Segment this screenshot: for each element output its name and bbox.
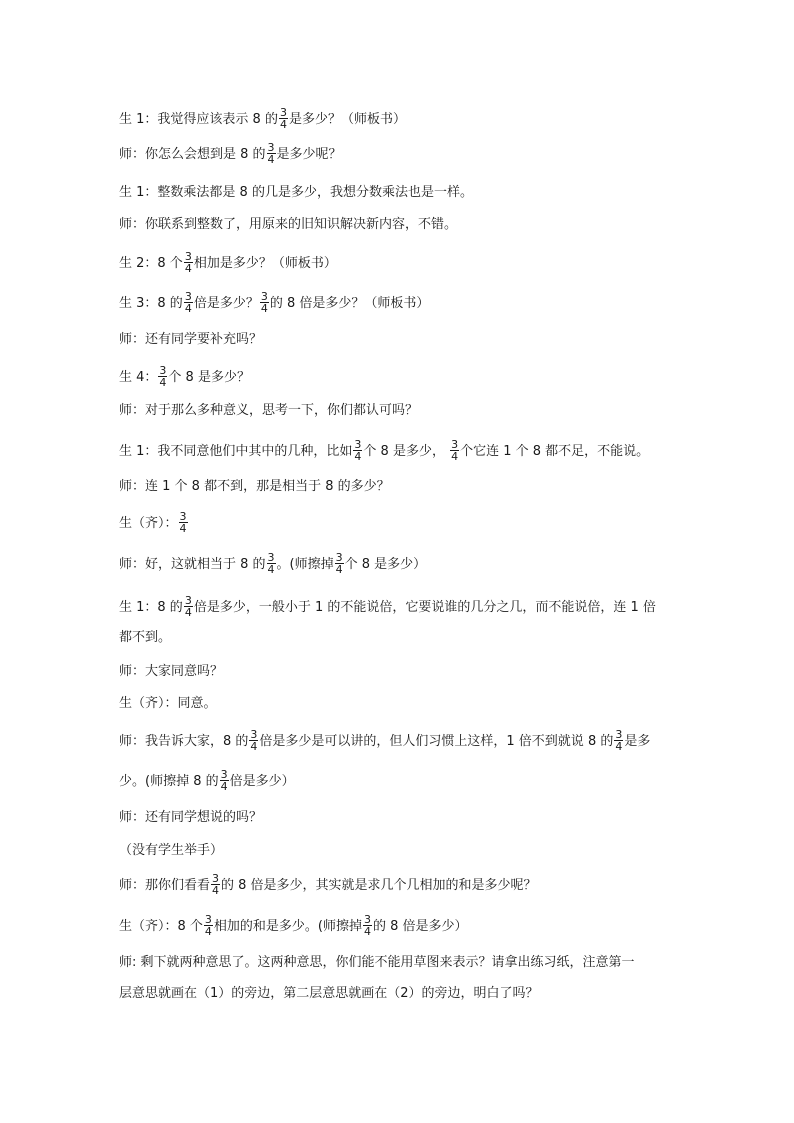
fraction-numerator: 3 — [184, 290, 192, 303]
text-segment: 生（齐）：同意。 — [119, 696, 217, 711]
text-segment: 的 8 倍是多少） — [372, 919, 468, 934]
fraction-denominator: 4 — [335, 563, 343, 576]
fraction-denominator: 4 — [354, 450, 362, 463]
fraction-three-quarters — [260, 291, 269, 314]
fraction-denominator: 4 — [260, 302, 268, 315]
fraction-three-quarters — [450, 439, 459, 462]
text-segment: 是多 — [624, 734, 651, 749]
fraction-three-quarters — [184, 291, 193, 314]
text-line — [119, 694, 679, 714]
fraction-three-quarters — [184, 595, 193, 618]
fraction-numerator: 3 — [451, 438, 459, 451]
fraction-numerator: 3 — [184, 250, 192, 263]
text-line — [119, 364, 679, 389]
text-line — [119, 141, 679, 166]
text-line — [119, 510, 679, 535]
fraction-denominator: 4 — [267, 563, 275, 576]
fraction-denominator: 4 — [184, 262, 192, 275]
text-line — [119, 953, 679, 973]
text-segment: 师：那你们看看 — [119, 878, 211, 893]
text-segment: 生 4： — [119, 370, 158, 385]
text-line — [119, 215, 679, 235]
text-segment: 师：还有同学想说的吗？ — [119, 810, 263, 825]
text-segment: 师：对于那么多种意义，思考一下，你们都认可吗？ — [119, 403, 419, 418]
fraction-numerator: 3 — [354, 438, 362, 451]
text-segment: 个 8 是多少？ — [168, 370, 250, 385]
text-line — [119, 183, 679, 203]
text-segment: 师: 剩下就两种意思了。这两种意思，你们能不能用草图来表示？请拿出练习纸，注意第一 — [119, 955, 635, 970]
fraction-three-quarters — [184, 251, 193, 274]
fraction-numerator: 3 — [267, 141, 275, 154]
fraction-numerator: 3 — [260, 290, 268, 303]
text-segment: 相加是多少？（师板书） — [193, 256, 337, 271]
text-line — [119, 401, 679, 421]
text-segment: 少。(师擦掉 8 的 — [119, 774, 219, 789]
text-segment: 生 1：我觉得应该表示 8 的 — [119, 112, 278, 127]
text-segment: 生 2：8 个 — [119, 256, 183, 271]
text-line — [119, 594, 679, 619]
fraction-three-quarters — [614, 729, 623, 752]
fraction-numerator: 3 — [267, 551, 275, 564]
fraction-denominator: 4 — [179, 522, 187, 535]
fraction-three-quarters — [279, 107, 288, 130]
text-segment: 个它连 1 个 8 都不足，不能说。 — [460, 444, 650, 459]
text-line — [119, 628, 679, 648]
fraction-three-quarters — [220, 769, 229, 792]
text-line — [119, 768, 679, 793]
text-line — [119, 662, 679, 682]
fraction-denominator: 4 — [159, 376, 167, 389]
fraction-denominator: 4 — [184, 302, 192, 315]
text-line — [119, 477, 679, 497]
text-line — [119, 438, 679, 463]
fraction-numerator: 3 — [212, 872, 220, 885]
fraction-numerator: 3 — [204, 913, 212, 926]
text-segment: 。(师擦掉 — [276, 557, 334, 572]
fraction-numerator: 3 — [220, 768, 228, 781]
text-segment: 的 8 倍是多少，其实就是求几个几相加的和是多少呢？ — [221, 878, 537, 893]
text-segment: 生 3：8 的 — [119, 296, 183, 311]
fraction-numerator: 3 — [250, 728, 258, 741]
text-segment: 的 8 倍是多少？（师板书） — [269, 296, 430, 311]
fraction-denominator: 4 — [279, 118, 287, 131]
fraction-three-quarters — [204, 914, 213, 937]
fraction-three-quarters — [335, 552, 344, 575]
text-segment: 生 1：整数乘法都是 8 的几是多少，我想分数乘法也是一样。 — [119, 185, 473, 200]
text-line — [119, 872, 679, 897]
text-line — [119, 841, 679, 861]
fraction-three-quarters — [353, 439, 362, 462]
fraction-three-quarters — [211, 873, 220, 896]
text-line — [119, 913, 679, 938]
fraction-denominator: 4 — [212, 884, 220, 897]
text-segment: 师：你联系到整数了，用原来的旧知识解决新内容，不错。 — [119, 217, 458, 232]
fraction-numerator: 3 — [279, 106, 287, 119]
fraction-three-quarters — [249, 729, 258, 752]
text-segment: 倍是多少是可以讲的，但人们习惯上这样，1 倍不到就说 8 的 — [259, 734, 614, 749]
fraction-denominator: 4 — [267, 153, 275, 166]
fraction-denominator: 4 — [451, 450, 459, 463]
text-segment: 是多少呢？ — [276, 147, 342, 162]
text-segment: 倍是多少，一般小于 1 的不能说倍，它要说谁的几分之几，而不能说倍，连 1 倍 — [193, 600, 656, 615]
fraction-denominator: 4 — [615, 740, 623, 753]
fraction-denominator: 4 — [250, 740, 258, 753]
text-segment: 相加的和是多少。(师擦掉 — [213, 919, 362, 934]
text-segment: 倍是多少） — [229, 774, 295, 789]
text-segment: 个 8 是多少） — [344, 557, 427, 572]
fraction-numerator: 3 — [363, 913, 371, 926]
fraction-three-quarters — [363, 914, 372, 937]
fraction-denominator: 4 — [220, 780, 228, 793]
fraction-numerator: 3 — [335, 551, 343, 564]
text-segment: 都不到。 — [119, 630, 172, 645]
text-segment: 师：好，这就相当于 8 的 — [119, 557, 266, 572]
text-segment: 倍是多少？ — [193, 296, 259, 311]
fraction-numerator: 3 — [159, 364, 167, 377]
text-segment: 生（齐）： — [119, 516, 178, 531]
text-segment: （没有学生举手） — [119, 843, 224, 858]
text-line — [119, 106, 679, 131]
text-line — [119, 984, 679, 1004]
text-segment: 个 8 是多少， — [363, 444, 450, 459]
text-line — [119, 290, 679, 315]
fraction-denominator: 4 — [184, 606, 192, 619]
fraction-three-quarters — [158, 365, 167, 388]
text-segment: 层意思就画在（1）的旁边，第二层意思就画在（2）的旁边，明白了吗？ — [119, 986, 539, 1001]
fraction-three-quarters — [267, 552, 276, 575]
text-line — [119, 250, 679, 275]
text-segment: 师：连 1 个 8 都不到，那是相当于 8 的多少？ — [119, 479, 390, 494]
text-segment: 师：还有同学要补充吗？ — [119, 332, 263, 347]
fraction-denominator: 4 — [363, 925, 371, 938]
text-segment: 生（齐）：8 个 — [119, 919, 203, 934]
text-segment: 生 1：我不同意他们中其中的几种，比如 — [119, 444, 353, 459]
fraction-denominator: 4 — [204, 925, 212, 938]
fraction-numerator: 3 — [179, 510, 187, 523]
text-line — [119, 330, 679, 350]
text-segment: 师：我告诉大家，8 的 — [119, 734, 249, 749]
text-segment: 师：你怎么会想到是 8 的 — [119, 147, 266, 162]
text-segment: 生 1：8 的 — [119, 600, 183, 615]
fraction-numerator: 3 — [615, 728, 623, 741]
text-line — [119, 728, 679, 753]
fraction-three-quarters — [267, 142, 276, 165]
fraction-numerator: 3 — [184, 594, 192, 607]
fraction-three-quarters — [179, 511, 188, 534]
text-line — [119, 551, 679, 576]
text-line — [119, 808, 679, 828]
text-segment: 是多少？（师板书） — [288, 112, 406, 127]
text-segment: 师：大家同意吗？ — [119, 664, 224, 679]
